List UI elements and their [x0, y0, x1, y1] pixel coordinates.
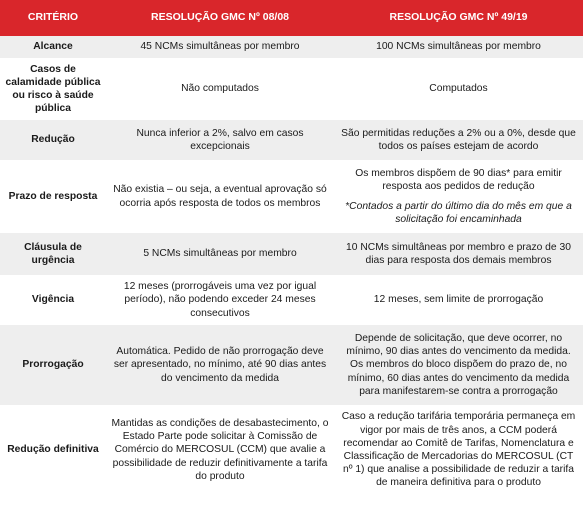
gmc-08-08-cell: Automática. Pedido de não prorrogação deve ser apresentado, no mínimo, até 90 dias antes do vencimento da medida — [106, 325, 334, 405]
gmc-08-08-cell: Não computados — [106, 58, 334, 120]
table-row — [0, 120, 583, 160]
header-criterio: CRITÉRIO — [0, 0, 106, 36]
header-row — [0, 0, 583, 36]
table-row — [0, 275, 583, 325]
table-row — [0, 233, 583, 275]
gmc-08-08-cell: Nunca inferior a 2%, salvo em casos excepcionais — [106, 120, 334, 160]
table-row — [0, 36, 583, 58]
gmc-49-19-cell — [334, 160, 583, 233]
table-row — [0, 58, 583, 120]
prazo-footnote: *Contados a partir do último dia do mês em que a solicitação foi encaminhada — [345, 200, 572, 225]
gmc-49-19-cell: Computados — [334, 58, 583, 120]
criterio-cell: Alcance — [0, 36, 106, 58]
gmc-08-08-cell: 12 meses (prorrogáveis uma vez por igual período), não podendo exceder 24 meses consecutivos — [106, 275, 334, 325]
table-row — [0, 405, 583, 495]
header-gmc-08-08: RESOLUÇÃO GMC Nº 08/08 — [106, 0, 334, 36]
criterio-cell: Redução definitiva — [0, 405, 106, 495]
gmc-49-19-cell: Depende de solicitação, que deve ocorrer, no mínimo, 90 dias antes do vencimento da medida. Os membros do bloco dispõem do prazo de, no mínimo, 60 dias antes do vencimento da medida para manifestarem-se contra a prorrogação — [334, 325, 583, 405]
table-body — [0, 36, 583, 495]
criterio-cell: Cláusula de urgência — [0, 233, 106, 275]
criterio-cell: Casos de calamidade pública ou risco à saúde pública — [0, 58, 106, 120]
gmc-49-19-cell: 10 NCMs simultâneas por membro e prazo de 30 dias para resposta dos demais membros — [334, 233, 583, 275]
criterio-cell: Prorrogação — [0, 325, 106, 405]
criterio-cell: Redução — [0, 120, 106, 160]
gmc-08-08-cell: 45 NCMs simultâneas por membro — [106, 36, 334, 58]
gmc-49-19-cell: 12 meses, sem limite de prorrogação — [334, 275, 583, 325]
table-row — [0, 160, 583, 233]
gmc-49-19-cell: São permitidas reduções a 2% ou a 0%, desde que todos os países estejam de acordo — [334, 120, 583, 160]
criterio-cell: Prazo de resposta — [0, 160, 106, 233]
prazo-text: Os membros dispõem de 90 dias* para emitir resposta aos pedidos de redução — [355, 168, 562, 193]
criterio-cell: Vigência — [0, 275, 106, 325]
header-gmc-49-19: RESOLUÇÃO GMC Nº 49/19 — [334, 0, 583, 36]
gmc-08-08-cell: Não existia – ou seja, a eventual aprovação só ocorria após resposta de todos os membros — [106, 160, 334, 233]
table-row — [0, 325, 583, 405]
gmc-08-08-cell: Mantidas as condições de desabastecimento, o Estado Parte pode solicitar à Comissão de Comércio do MERCOSUL (CCM) que avalie a possibilidade de reduzir definitivamente a tarifa do produto — [106, 405, 334, 495]
gmc-49-19-cell: 100 NCMs simultâneas por membro — [334, 36, 583, 58]
gmc-49-19-cell: Caso a redução tarifária temporária permaneça em vigor por mais de três anos, a CCM poderá recomendar ao Comitê de Tarifas, Nomenclatura e Classificação de Mercadorias do MERCOSUL (CT nº 1) que analise a possibilidade de reduzir a tarifa de maneira definitiva para o produto — [334, 405, 583, 495]
table-header — [0, 0, 583, 36]
gmc-08-08-cell: 5 NCMs simultâneas por membro — [106, 233, 334, 275]
